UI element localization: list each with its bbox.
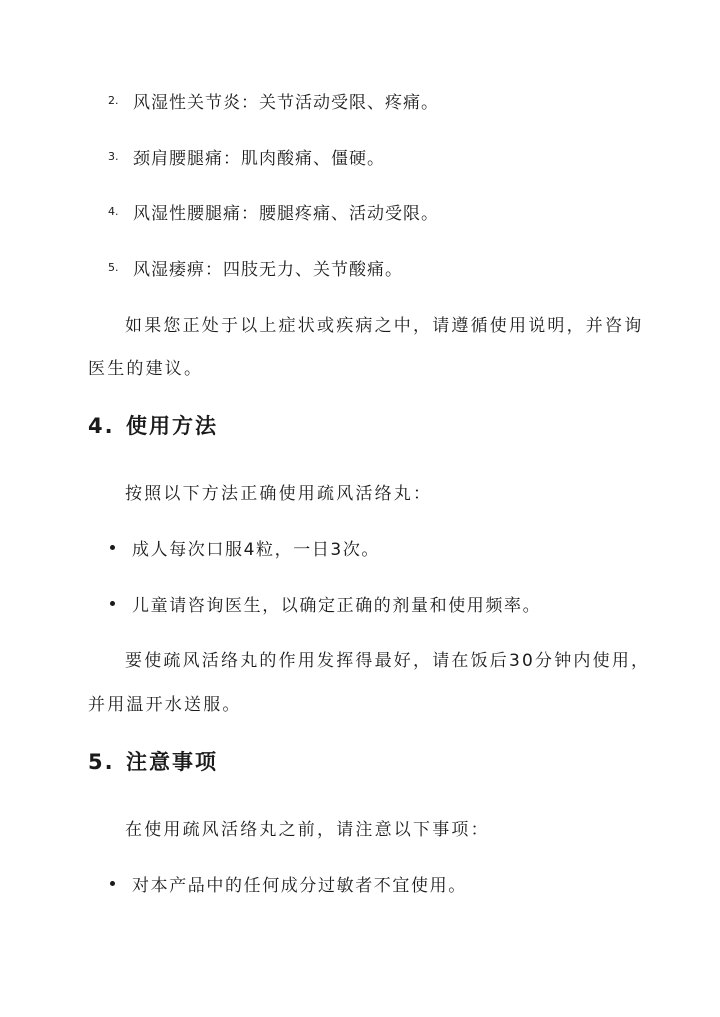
list-number: 2. xyxy=(108,93,119,107)
section-heading xyxy=(88,410,218,440)
list-number: 5. xyxy=(108,260,119,274)
bullet-item xyxy=(0,589,541,617)
bullet-dot-icon xyxy=(110,601,115,606)
list-text: 风湿痿痹：四肢无力、关节酸痛。 xyxy=(133,259,403,280)
paragraph-line: 医生的建议。 xyxy=(88,359,204,379)
list-item xyxy=(0,142,385,170)
section-intro: 在使用疏风活络丸之前，请注意以下事项： xyxy=(125,820,490,840)
bullet-text: 儿童请咨询医生，以确定正确的剂量和使用频率。 xyxy=(132,595,542,616)
bullet-dot-icon xyxy=(110,881,115,886)
bullet-item xyxy=(0,533,380,561)
section-title: 使用方法 xyxy=(126,414,218,438)
list-number: 3. xyxy=(108,149,119,163)
section-number: 4. xyxy=(88,414,115,438)
bullet-text: 成人每次口服4粒，一日3次。 xyxy=(132,539,381,560)
list-text: 颈肩腰腿痛：肌肉酸痛、僵硬。 xyxy=(133,148,385,169)
list-item xyxy=(0,253,403,281)
list-item xyxy=(0,197,439,225)
paragraph-line: 并用温开水送服。 xyxy=(88,695,242,715)
section-title: 注意事项 xyxy=(126,750,218,774)
list-number: 4. xyxy=(108,204,119,218)
bullet-text: 对本产品中的任何成分过敏者不宜使用。 xyxy=(132,875,467,896)
section-number: 5. xyxy=(88,750,115,774)
list-item xyxy=(0,86,439,114)
list-text: 风湿性关节炎：关节活动受限、疼痛。 xyxy=(133,92,439,113)
bullet-dot-icon xyxy=(110,545,115,550)
bullet-item xyxy=(0,869,467,897)
section-intro: 按照以下方法正确使用疏风活络丸： xyxy=(125,484,433,504)
paragraph-line: 要使疏风活络丸的作用发挥得最好，请在饭后30分钟内使用， xyxy=(125,651,651,671)
list-text: 风湿性腰腿痛：腰腿疼痛、活动受限。 xyxy=(133,203,439,224)
section-heading xyxy=(88,746,218,776)
paragraph-line: 如果您正处于以上症状或疾病之中，请遵循使用说明，并咨询 xyxy=(125,316,644,336)
